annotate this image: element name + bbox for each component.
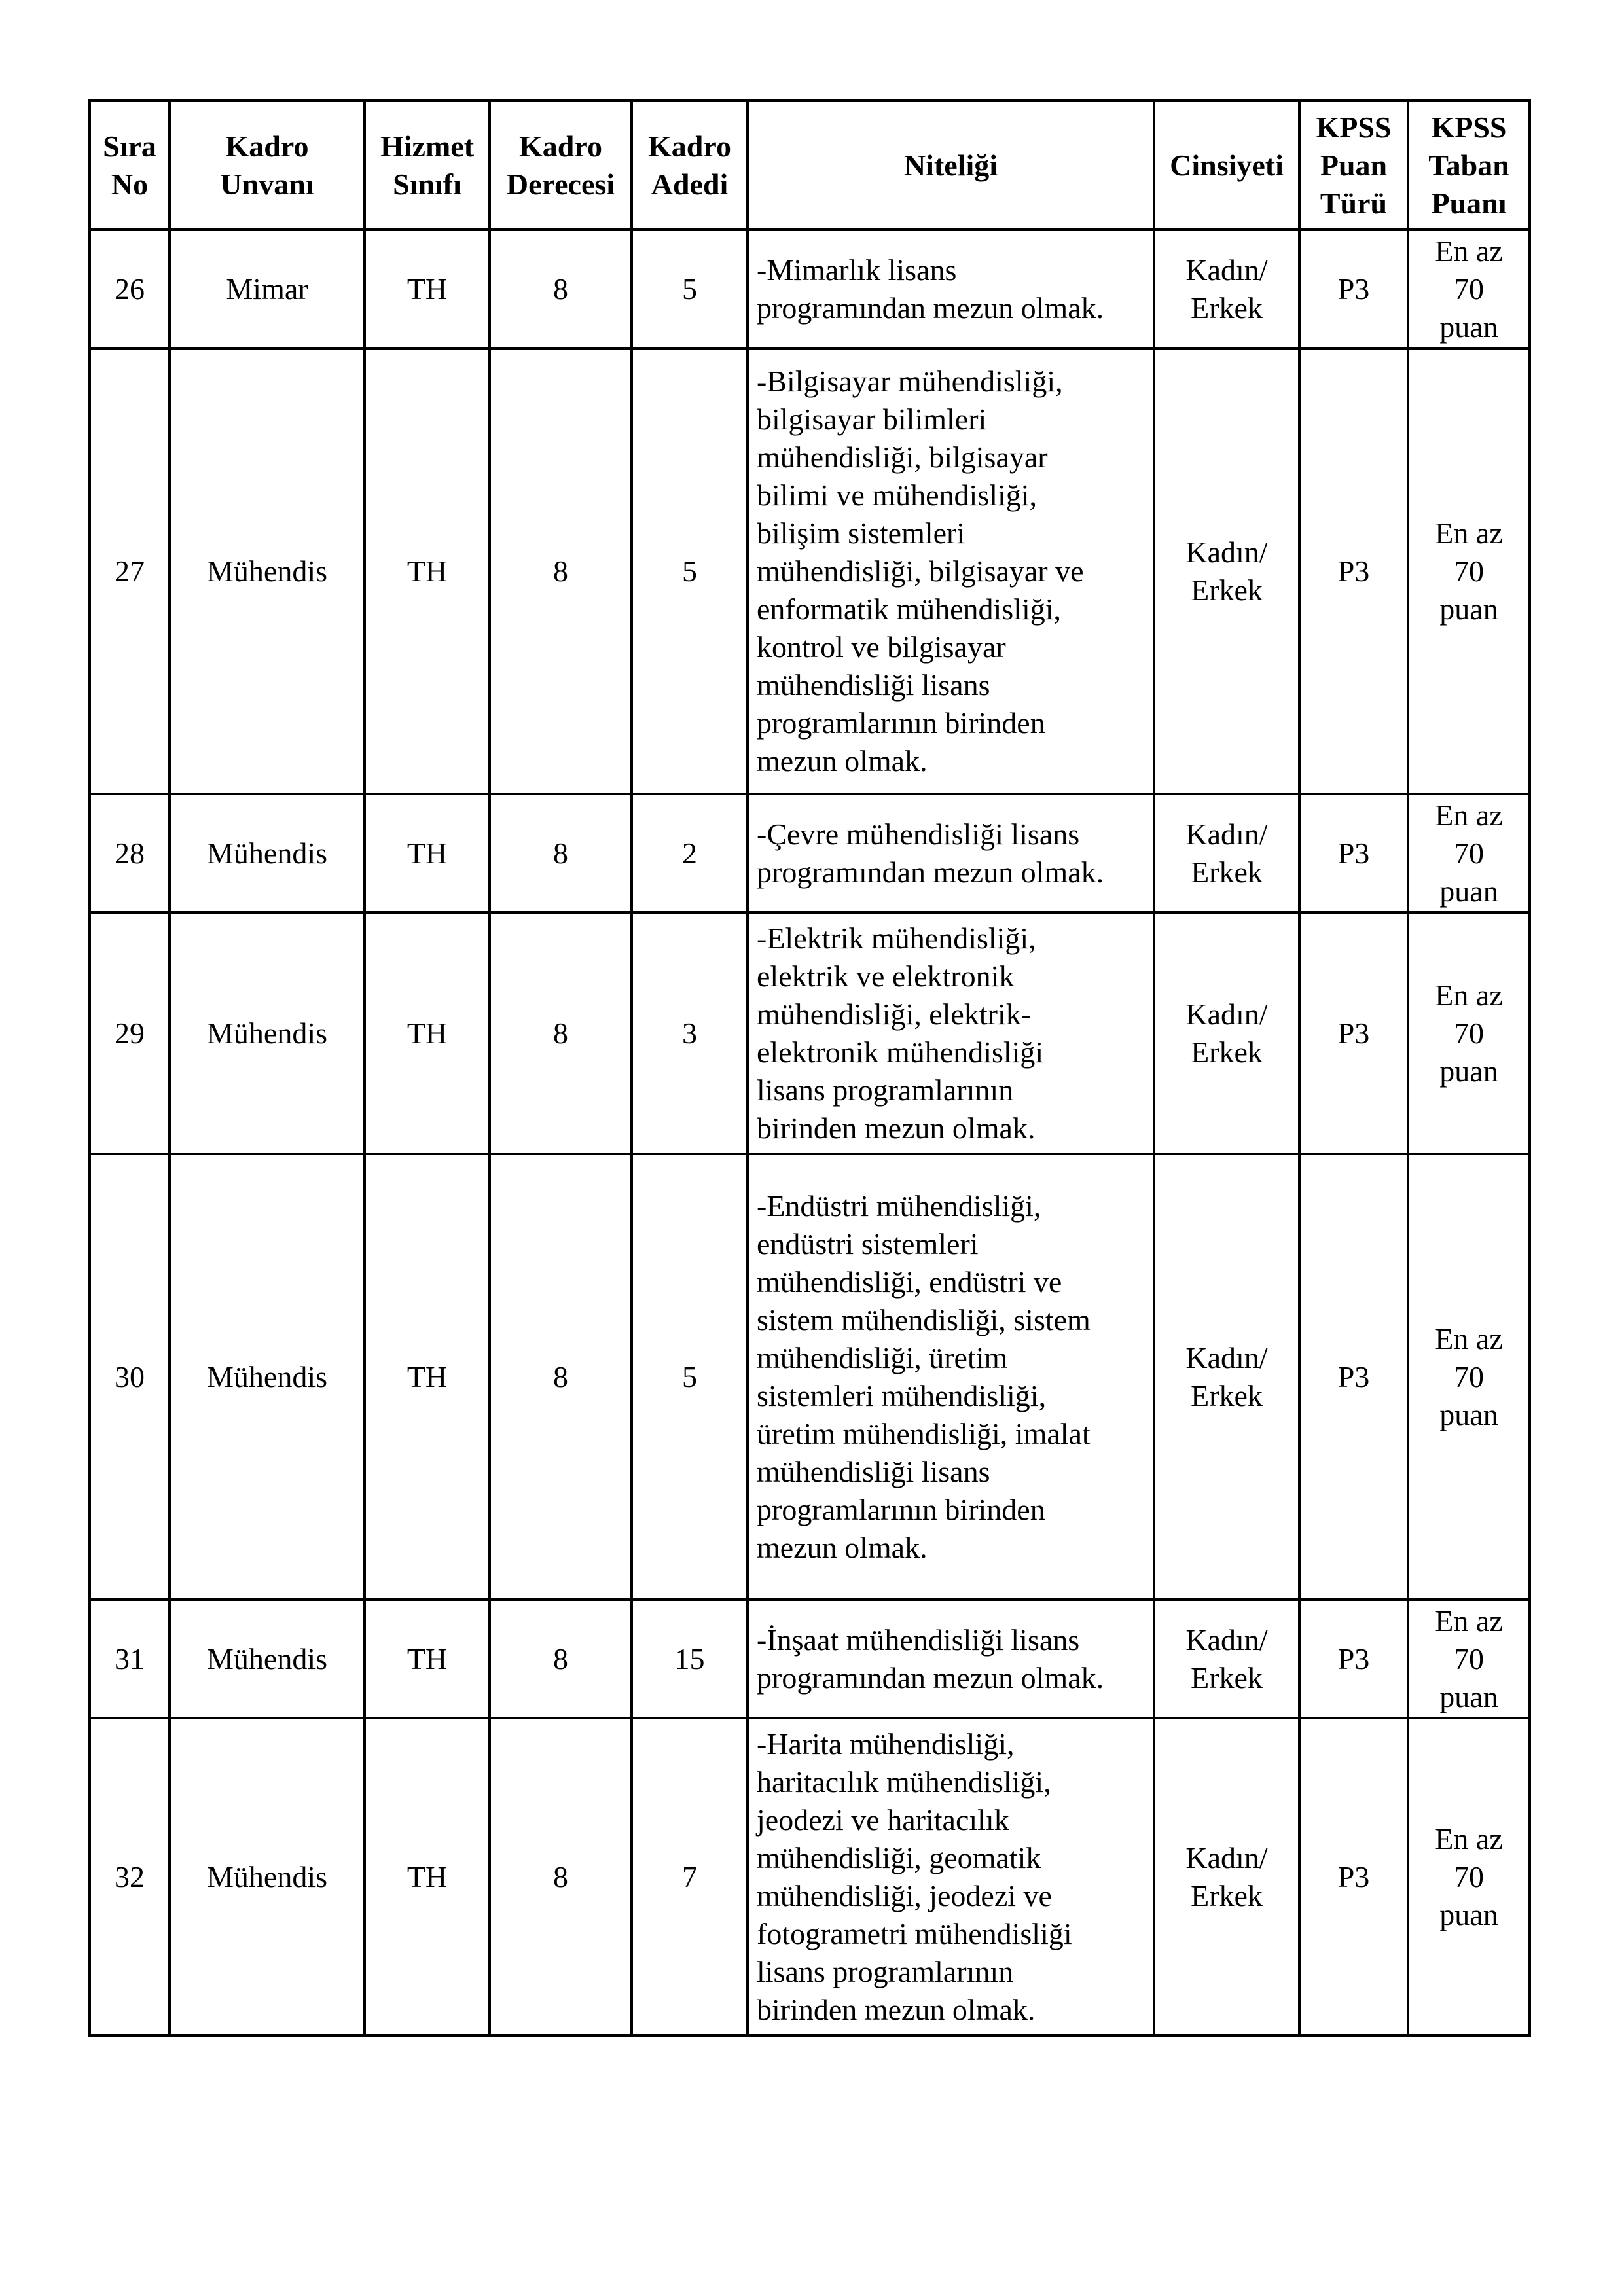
header-kadro-derecesi-line: Kadro (519, 129, 602, 163)
positions-table (88, 99, 1531, 2037)
table-row (90, 230, 1530, 348)
header-hizmet-sinifi-line: Hizmet (380, 129, 475, 163)
cell-kadro-derecesi: 8 (490, 794, 632, 912)
cell-cinsiyeti (1154, 912, 1299, 1154)
cell-cinsiyeti (1154, 1600, 1299, 1718)
cell-kadro-derecesi: 8 (490, 1600, 632, 1718)
cell-cinsiyeti-line: Erkek (1191, 1878, 1263, 1912)
cell-kadro-unvani: Mühendis (170, 794, 365, 912)
cell-cinsiyeti-line: Kadın/ (1185, 253, 1268, 287)
cell-sira-no: 29 (90, 912, 170, 1154)
cell-kadro-adedi: 5 (632, 230, 748, 348)
cell-sira-no: 30 (90, 1154, 170, 1600)
header-sira-no-line: No (111, 167, 149, 201)
cell-kpss-taban-puani-line: puan (1439, 874, 1498, 908)
cell-niteligi-line: elektronik mühendisliği (757, 1035, 1044, 1069)
header-kadro-adedi-line: Kadro (648, 129, 731, 163)
cell-kpss-taban-puani-line: En az (1435, 516, 1503, 550)
cell-niteligi-line: mezun olmak. (757, 1530, 928, 1564)
header-row (90, 101, 1530, 230)
header-sira-no-line: Sıra (103, 129, 156, 163)
cell-niteligi (748, 1600, 1154, 1718)
cell-sira-no: 31 (90, 1600, 170, 1718)
cell-kpss-taban-puani-line: puan (1439, 1054, 1498, 1088)
cell-cinsiyeti-line: Erkek (1191, 1660, 1263, 1695)
cell-niteligi-line: mühendisliği, bilgisayar (757, 440, 1048, 474)
cell-kpss-taban-puani-line: 70 (1454, 554, 1484, 588)
cell-kpss-taban-puani-line: En az (1435, 234, 1503, 268)
header-kadro-unvani-line: Kadro (225, 129, 309, 163)
cell-niteligi-line: -Harita mühendisliği, (757, 1727, 1015, 1761)
cell-kpss-taban-puani (1408, 230, 1530, 348)
header-kadro-unvani (170, 101, 365, 230)
cell-niteligi-line: programından mezun olmak. (757, 291, 1104, 325)
cell-kadro-unvani: Mühendis (170, 912, 365, 1154)
cell-kpss-taban-puani-line: En az (1435, 798, 1503, 832)
cell-kpss-taban-puani (1408, 794, 1530, 912)
cell-kpss-puan-turu: P3 (1299, 794, 1408, 912)
table-row (90, 1154, 1530, 1600)
cell-niteligi-line: lisans programlarının (757, 1073, 1014, 1107)
table-row (90, 912, 1530, 1154)
cell-kadro-adedi: 3 (632, 912, 748, 1154)
cell-cinsiyeti-line: Erkek (1191, 855, 1263, 889)
header-kpss-puan-turu-line: Puan (1320, 148, 1388, 182)
cell-niteligi-line: bilişim sistemleri (757, 516, 965, 550)
header-niteligi (748, 101, 1154, 230)
cell-kpss-taban-puani-line: puan (1439, 1897, 1498, 1931)
cell-niteligi-line: mühendisliği, üretim (757, 1340, 1008, 1374)
cell-niteligi-line: enformatik mühendisliği, (757, 592, 1062, 626)
cell-niteligi-line: programından mezun olmak. (757, 1660, 1104, 1695)
cell-kpss-taban-puani-line: puan (1439, 310, 1498, 344)
cell-niteligi-line: jeodezi ve haritacılık (757, 1803, 1009, 1837)
cell-kadro-unvani: Mühendis (170, 348, 365, 794)
table-row (90, 1600, 1530, 1718)
cell-cinsiyeti-line: Erkek (1191, 1378, 1263, 1412)
table-body (90, 230, 1530, 2036)
cell-kpss-taban-puani-line: 70 (1454, 1859, 1484, 1893)
header-cinsiyeti-line: Cinsiyeti (1170, 148, 1284, 182)
cell-niteligi-line: -Bilgisayar mühendisliği, (757, 364, 1063, 398)
cell-cinsiyeti-line: Erkek (1191, 573, 1263, 607)
header-kpss-puan-turu-line: Türü (1320, 186, 1388, 220)
header-kadro-adedi-line: Adedi (651, 167, 729, 201)
header-kadro-derecesi-line: Derecesi (506, 167, 615, 201)
table-row (90, 348, 1530, 794)
cell-hizmet-sinifi: TH (365, 348, 490, 794)
cell-hizmet-sinifi: TH (365, 1154, 490, 1600)
cell-kpss-taban-puani-line: 70 (1454, 836, 1484, 870)
cell-kpss-taban-puani (1408, 1718, 1530, 2036)
cell-niteligi-line: programlarının birinden (757, 1492, 1045, 1526)
cell-niteligi (748, 230, 1154, 348)
cell-niteligi-line: fotogrametri mühendisliği (757, 1916, 1072, 1950)
cell-niteligi-line: mühendisliği, jeodezi ve (757, 1878, 1052, 1912)
cell-cinsiyeti (1154, 1718, 1299, 2036)
cell-kadro-unvani: Mühendis (170, 1718, 365, 2036)
cell-niteligi-line: kontrol ve bilgisayar (757, 630, 1006, 664)
cell-kpss-taban-puani (1408, 348, 1530, 794)
cell-niteligi-line: mühendisliği, endüstri ve (757, 1265, 1062, 1299)
cell-cinsiyeti (1154, 794, 1299, 912)
cell-cinsiyeti-line: Kadın/ (1185, 817, 1268, 851)
cell-kpss-taban-puani (1408, 1154, 1530, 1600)
cell-kadro-adedi: 5 (632, 1154, 748, 1600)
cell-cinsiyeti-line: Kadın/ (1185, 1340, 1268, 1374)
cell-kadro-adedi: 2 (632, 794, 748, 912)
cell-niteligi (748, 348, 1154, 794)
cell-kpss-taban-puani-line: En az (1435, 1604, 1503, 1638)
cell-kpss-puan-turu: P3 (1299, 348, 1408, 794)
cell-niteligi-line: -Endüstri mühendisliği, (757, 1189, 1041, 1223)
cell-kadro-derecesi: 8 (490, 912, 632, 1154)
cell-kpss-taban-puani (1408, 1600, 1530, 1718)
cell-cinsiyeti-line: Erkek (1191, 1035, 1263, 1069)
cell-sira-no: 28 (90, 794, 170, 912)
cell-niteligi-line: -İnşaat mühendisliği lisans (757, 1623, 1080, 1657)
cell-kpss-taban-puani-line: 70 (1454, 1641, 1484, 1676)
cell-niteligi-line: mühendisliği, geomatik (757, 1840, 1041, 1874)
header-sira-no (90, 101, 170, 230)
cell-niteligi-line: bilgisayar bilimleri (757, 402, 987, 436)
cell-sira-no: 27 (90, 348, 170, 794)
cell-kadro-unvani: Mimar (170, 230, 365, 348)
header-kpss-taban-puani-line: KPSS (1431, 110, 1507, 144)
cell-kpss-taban-puani-line: En az (1435, 978, 1503, 1012)
cell-kpss-taban-puani-line: En az (1435, 1321, 1503, 1355)
cell-niteligi-line: -Elektrik mühendisliği, (757, 921, 1036, 955)
header-cinsiyeti (1154, 101, 1299, 230)
cell-niteligi-line: mühendisliği, elektrik- (757, 997, 1032, 1031)
cell-niteligi-line: sistemleri mühendisliği, (757, 1378, 1047, 1412)
cell-niteligi-line: -Çevre mühendisliği lisans (757, 817, 1080, 851)
cell-kpss-puan-turu: P3 (1299, 1718, 1408, 2036)
cell-niteligi (748, 1154, 1154, 1600)
cell-cinsiyeti-line: Kadın/ (1185, 997, 1268, 1031)
cell-kadro-adedi: 15 (632, 1600, 748, 1718)
cell-kadro-unvani: Mühendis (170, 1600, 365, 1718)
cell-niteligi-line: birinden mezun olmak. (757, 1992, 1036, 2026)
cell-sira-no: 32 (90, 1718, 170, 2036)
header-kpss-taban-puani-line: Puanı (1431, 186, 1507, 220)
header-kpss-taban-puani (1408, 101, 1530, 230)
cell-hizmet-sinifi: TH (365, 230, 490, 348)
header-hizmet-sinifi-line: Sınıfı (393, 167, 461, 201)
cell-niteligi-line: haritacılık mühendisliği, (757, 1765, 1051, 1799)
cell-niteligi (748, 1718, 1154, 2036)
cell-cinsiyeti-line: Kadın/ (1185, 1840, 1268, 1874)
cell-niteligi-line: üretim mühendisliği, imalat (757, 1416, 1091, 1450)
cell-kadro-derecesi: 8 (490, 1718, 632, 2036)
cell-niteligi-line: birinden mezun olmak. (757, 1111, 1036, 1145)
cell-niteligi-line: sistem mühendisliği, sistem (757, 1302, 1091, 1336)
table-row (90, 794, 1530, 912)
header-kadro-derecesi (490, 101, 632, 230)
header-kadro-unvani-line: Unvanı (220, 167, 314, 201)
cell-niteligi-line: mühendisliği, bilgisayar ve (757, 554, 1084, 588)
cell-cinsiyeti-line: Kadın/ (1185, 1623, 1268, 1657)
cell-niteligi-line: lisans programlarının (757, 1954, 1014, 1988)
cell-kadro-derecesi: 8 (490, 230, 632, 348)
cell-kpss-puan-turu: P3 (1299, 912, 1408, 1154)
cell-kpss-puan-turu: P3 (1299, 1600, 1408, 1718)
cell-niteligi-line: endüstri sistemleri (757, 1227, 979, 1261)
cell-kpss-taban-puani-line: En az (1435, 1821, 1503, 1856)
header-kpss-puan-turu (1299, 101, 1408, 230)
cell-kpss-taban-puani-line: 70 (1454, 272, 1484, 306)
cell-kadro-unvani: Mühendis (170, 1154, 365, 1600)
cell-cinsiyeti-line: Erkek (1191, 291, 1263, 325)
cell-kpss-taban-puani-line: puan (1439, 1679, 1498, 1713)
cell-niteligi-line: bilimi ve mühendisliği, (757, 478, 1038, 512)
cell-cinsiyeti (1154, 348, 1299, 794)
header-kpss-taban-puani-line: Taban (1428, 148, 1509, 182)
cell-niteligi (748, 794, 1154, 912)
header-hizmet-sinifi (365, 101, 490, 230)
cell-hizmet-sinifi: TH (365, 1718, 490, 2036)
cell-cinsiyeti (1154, 230, 1299, 348)
header-kpss-puan-turu-line: KPSS (1316, 110, 1392, 144)
cell-niteligi-line: programlarının birinden (757, 706, 1045, 740)
cell-kpss-taban-puani-line: 70 (1454, 1016, 1484, 1050)
cell-niteligi (748, 912, 1154, 1154)
header-niteligi-line: Niteliği (903, 148, 998, 182)
cell-kpss-taban-puani-line: puan (1439, 1397, 1498, 1431)
cell-cinsiyeti (1154, 1154, 1299, 1600)
cell-kpss-puan-turu: P3 (1299, 230, 1408, 348)
cell-sira-no: 26 (90, 230, 170, 348)
cell-kadro-adedi: 7 (632, 1718, 748, 2036)
cell-niteligi-line: programından mezun olmak. (757, 855, 1104, 889)
cell-cinsiyeti-line: Kadın/ (1185, 535, 1268, 569)
cell-hizmet-sinifi: TH (365, 1600, 490, 1718)
cell-kpss-taban-puani-line: 70 (1454, 1359, 1484, 1393)
cell-kpss-taban-puani-line: puan (1439, 592, 1498, 626)
cell-kadro-derecesi: 8 (490, 1154, 632, 1600)
cell-niteligi-line: -Mimarlık lisans (757, 253, 957, 287)
cell-kadro-derecesi: 8 (490, 348, 632, 794)
cell-kpss-puan-turu: P3 (1299, 1154, 1408, 1600)
cell-niteligi-line: mühendisliği lisans (757, 668, 990, 702)
cell-kadro-adedi: 5 (632, 348, 748, 794)
cell-hizmet-sinifi: TH (365, 912, 490, 1154)
cell-niteligi-line: mezun olmak. (757, 744, 928, 778)
cell-hizmet-sinifi: TH (365, 794, 490, 912)
cell-kpss-taban-puani (1408, 912, 1530, 1154)
cell-niteligi-line: mühendisliği lisans (757, 1454, 990, 1488)
table-row (90, 1718, 1530, 2036)
cell-niteligi-line: elektrik ve elektronik (757, 959, 1015, 993)
header-kadro-adedi (632, 101, 748, 230)
